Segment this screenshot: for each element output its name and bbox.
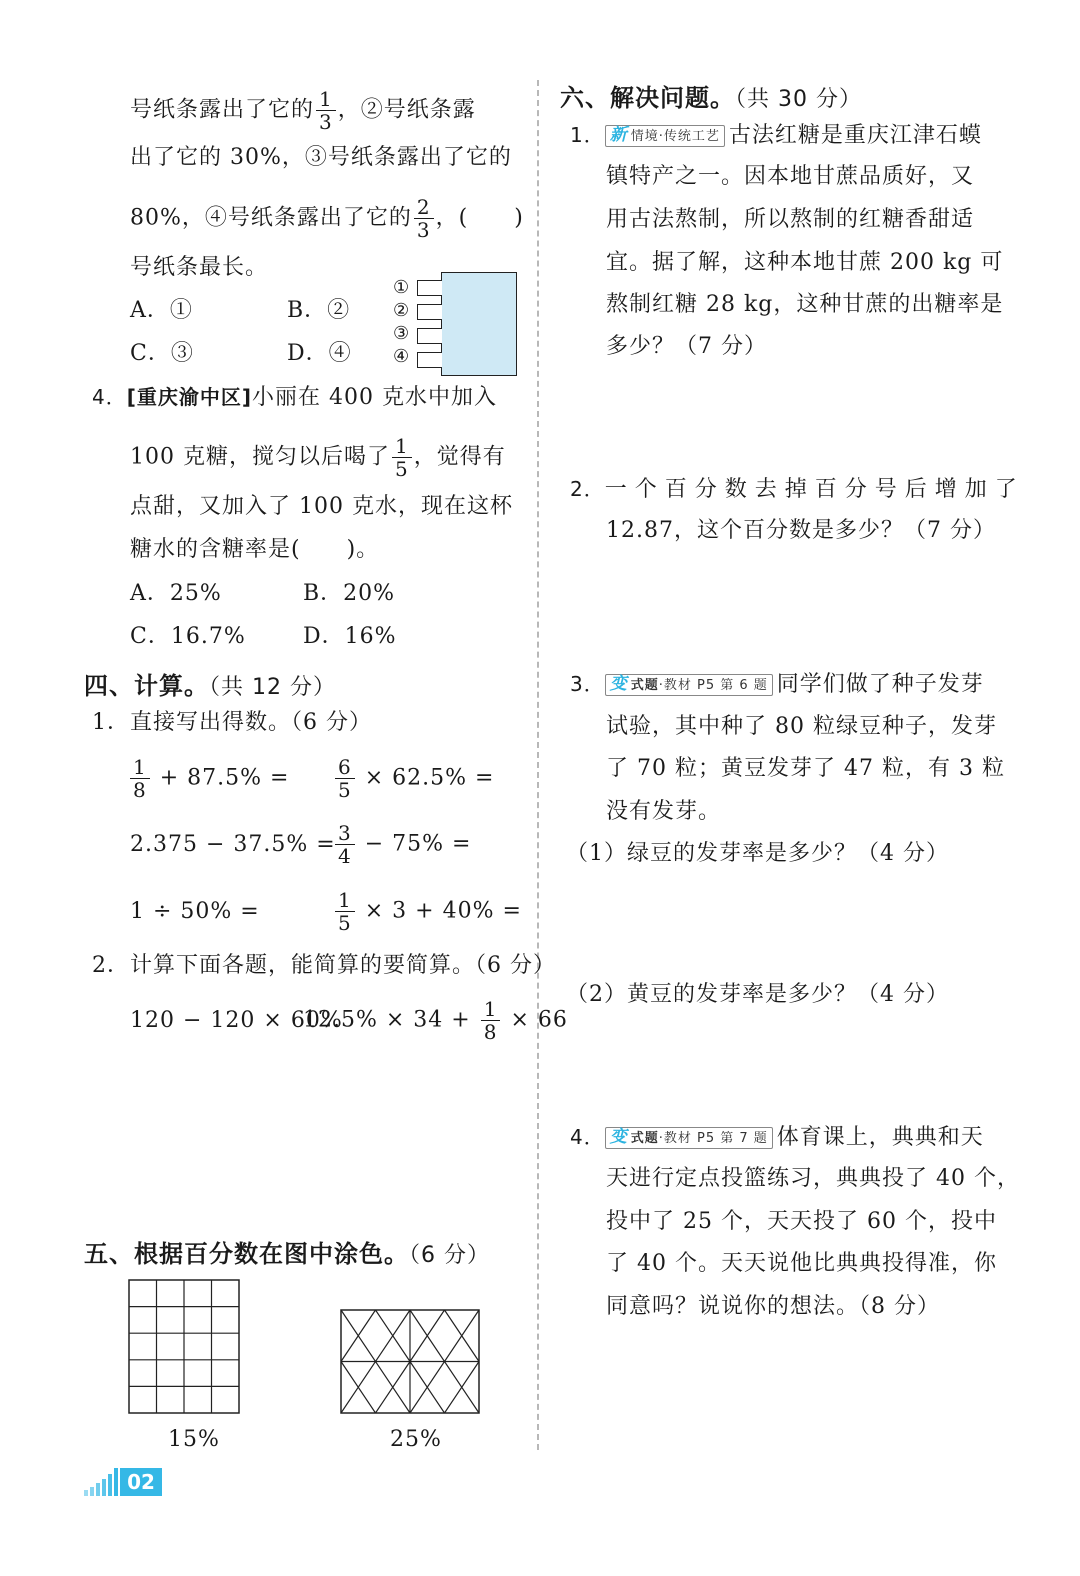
expr-6: $\frac{1}{5}$ × 3 + 40% =	[333, 889, 522, 934]
expr-8: 12.5% × 34 + $\frac{1}{8}$ × 66	[303, 997, 568, 1044]
r-q3-line4: 没有发芽。	[606, 799, 722, 824]
cover-box	[441, 272, 517, 376]
r-q2-line2: 12.87，这个百分数是多少？（7 分）	[606, 518, 996, 543]
expr-2: $\frac{6}{5}$ × 62.5% =	[333, 756, 494, 801]
q4-option-a[interactable]: A．25%	[130, 581, 222, 606]
q4-option-b[interactable]: B．20%	[303, 581, 396, 606]
r-q4-line2: 天进行定点投篮练习，典典投了 40 个，	[606, 1166, 1020, 1191]
strip-3	[417, 328, 442, 344]
r-q1-line4: 宜。据了解，这种本地甘蔗 200 kg 可	[606, 250, 1004, 275]
r-q4-line1: 4． 变 式题·教材 P5 第 7 题 体育课上，典典和天	[570, 1125, 984, 1150]
r-q4-line3: 投中了 25 个，天天投了 60 个，投中	[606, 1209, 997, 1234]
q3-line1: 号纸条露出了它的 $\frac{1}{3}$ ，②号纸条露	[130, 87, 476, 134]
r-q4-line5: 同意吗？说说你的想法。（8 分）	[606, 1294, 940, 1319]
q4-line4: 糖水的含糖率是( )。	[130, 537, 380, 562]
expr-1: $\frac{1}{8}$ + 87.5% =	[128, 756, 289, 801]
r-q1-line5: 熬制红糖 28 kg，这种甘蔗的出糖率是	[606, 292, 1004, 317]
fraction: $\frac{2}{3}$	[414, 196, 434, 241]
section-4-heading: 四、计算。（共 12 分）	[84, 672, 336, 700]
grid-25-percent[interactable]	[340, 1309, 482, 1415]
strip-4	[417, 352, 442, 368]
tag-new-context: 新 情境·传统工艺	[605, 125, 725, 147]
q4-line1: 4．[重庆渝中区]小丽在 400 克水中加入	[92, 385, 497, 410]
q4-line3: 点甜，又加入了 100 克水，现在这杯	[130, 494, 513, 519]
tag-variant-q7: 变 式题·教材 P5 第 7 题	[605, 1127, 773, 1149]
q3-line3: 80%，④号纸条露出了它的 $\frac{2}{3}$ ，( )	[130, 195, 524, 242]
q3-option-b[interactable]: B．②	[287, 298, 351, 323]
r-q3-sub2: （2）黄豆的发芽率是多少？（4 分）	[566, 982, 949, 1007]
r-q3-line2: 试验，其中种了 80 粒绿豆种子，发芽	[606, 714, 997, 739]
expr-3: 2.375 − 37.5% =	[130, 832, 336, 857]
q3-line4: 号纸条最长。	[130, 255, 269, 280]
r-q1-line1: 1． 新 情境·传统工艺 古法红糖是重庆江津石蟆	[570, 123, 982, 148]
r-q1-line6: 多少？（7 分）	[606, 334, 767, 359]
q3-option-d[interactable]: D．④	[287, 341, 352, 366]
tag-variant-q6: 变 式题·教材 P5 第 6 题	[605, 674, 773, 696]
page-number: 02	[120, 1468, 162, 1496]
q4-option-c[interactable]: C．16.7%	[130, 624, 246, 649]
r-q2-line1: 2．一个百分数去掉百分号后增加了	[570, 477, 1025, 502]
expr-4: $\frac{3}{4}$ − 75% =	[333, 822, 472, 867]
fraction: $\frac{1}{5}$	[392, 435, 412, 480]
q3-option-c[interactable]: C．③	[130, 341, 194, 366]
section-6-heading: 六、解决问题。（共 30 分）	[560, 84, 862, 112]
q3-option-a[interactable]: A．①	[130, 298, 193, 323]
r-q4-line4: 了 40 个。天天说他比典典投得准，你	[606, 1251, 997, 1276]
strip-2	[417, 304, 442, 320]
sec4-part1: 1．直接写出得数。（6 分）	[92, 710, 372, 735]
paper-strip-figure	[393, 272, 521, 376]
section-5-heading: 五、根据百分数在图中涂色。（6 分）	[84, 1240, 490, 1268]
sec4-part2: 2．计算下面各题，能简算的要简算。（6 分）	[92, 953, 556, 978]
column-divider	[537, 80, 539, 1450]
r-q3-line1: 3． 变 式题·教材 P5 第 6 题 同学们做了种子发芽	[570, 672, 984, 697]
q4-option-d[interactable]: D．16%	[303, 624, 397, 649]
q3-line2: 出了它的 30%，③号纸条露出了它的	[130, 145, 512, 170]
r-q1-line3: 用古法熬制，所以熬制的红糖香甜适	[606, 207, 975, 232]
grid-25-label: 25%	[390, 1427, 442, 1452]
r-q3-line3: 了 70 粒；黄豆发芽了 47 粒，有 3 粒	[606, 756, 1005, 781]
strip-labels: ① ② ③ ④	[393, 277, 410, 367]
fraction: $\frac{1}{3}$	[316, 88, 336, 133]
page-number-bars	[82, 1468, 120, 1496]
grid-15-label: 15%	[168, 1427, 220, 1452]
r-q1-line2: 镇特产之一。因本地甘蔗品质好，又	[606, 164, 975, 189]
strip-1	[417, 280, 442, 296]
r-q3-sub1: （1）绿豆的发芽率是多少？（4 分）	[566, 841, 949, 866]
expr-7: 120 − 120 × 60%	[130, 1008, 343, 1033]
expr-5: 1 ÷ 50% =	[130, 899, 260, 924]
q4-line2: 100 克糖，搅匀以后喝了 $\frac{1}{5}$ ，觉得有	[130, 434, 506, 481]
grid-15-percent[interactable]	[128, 1279, 240, 1415]
